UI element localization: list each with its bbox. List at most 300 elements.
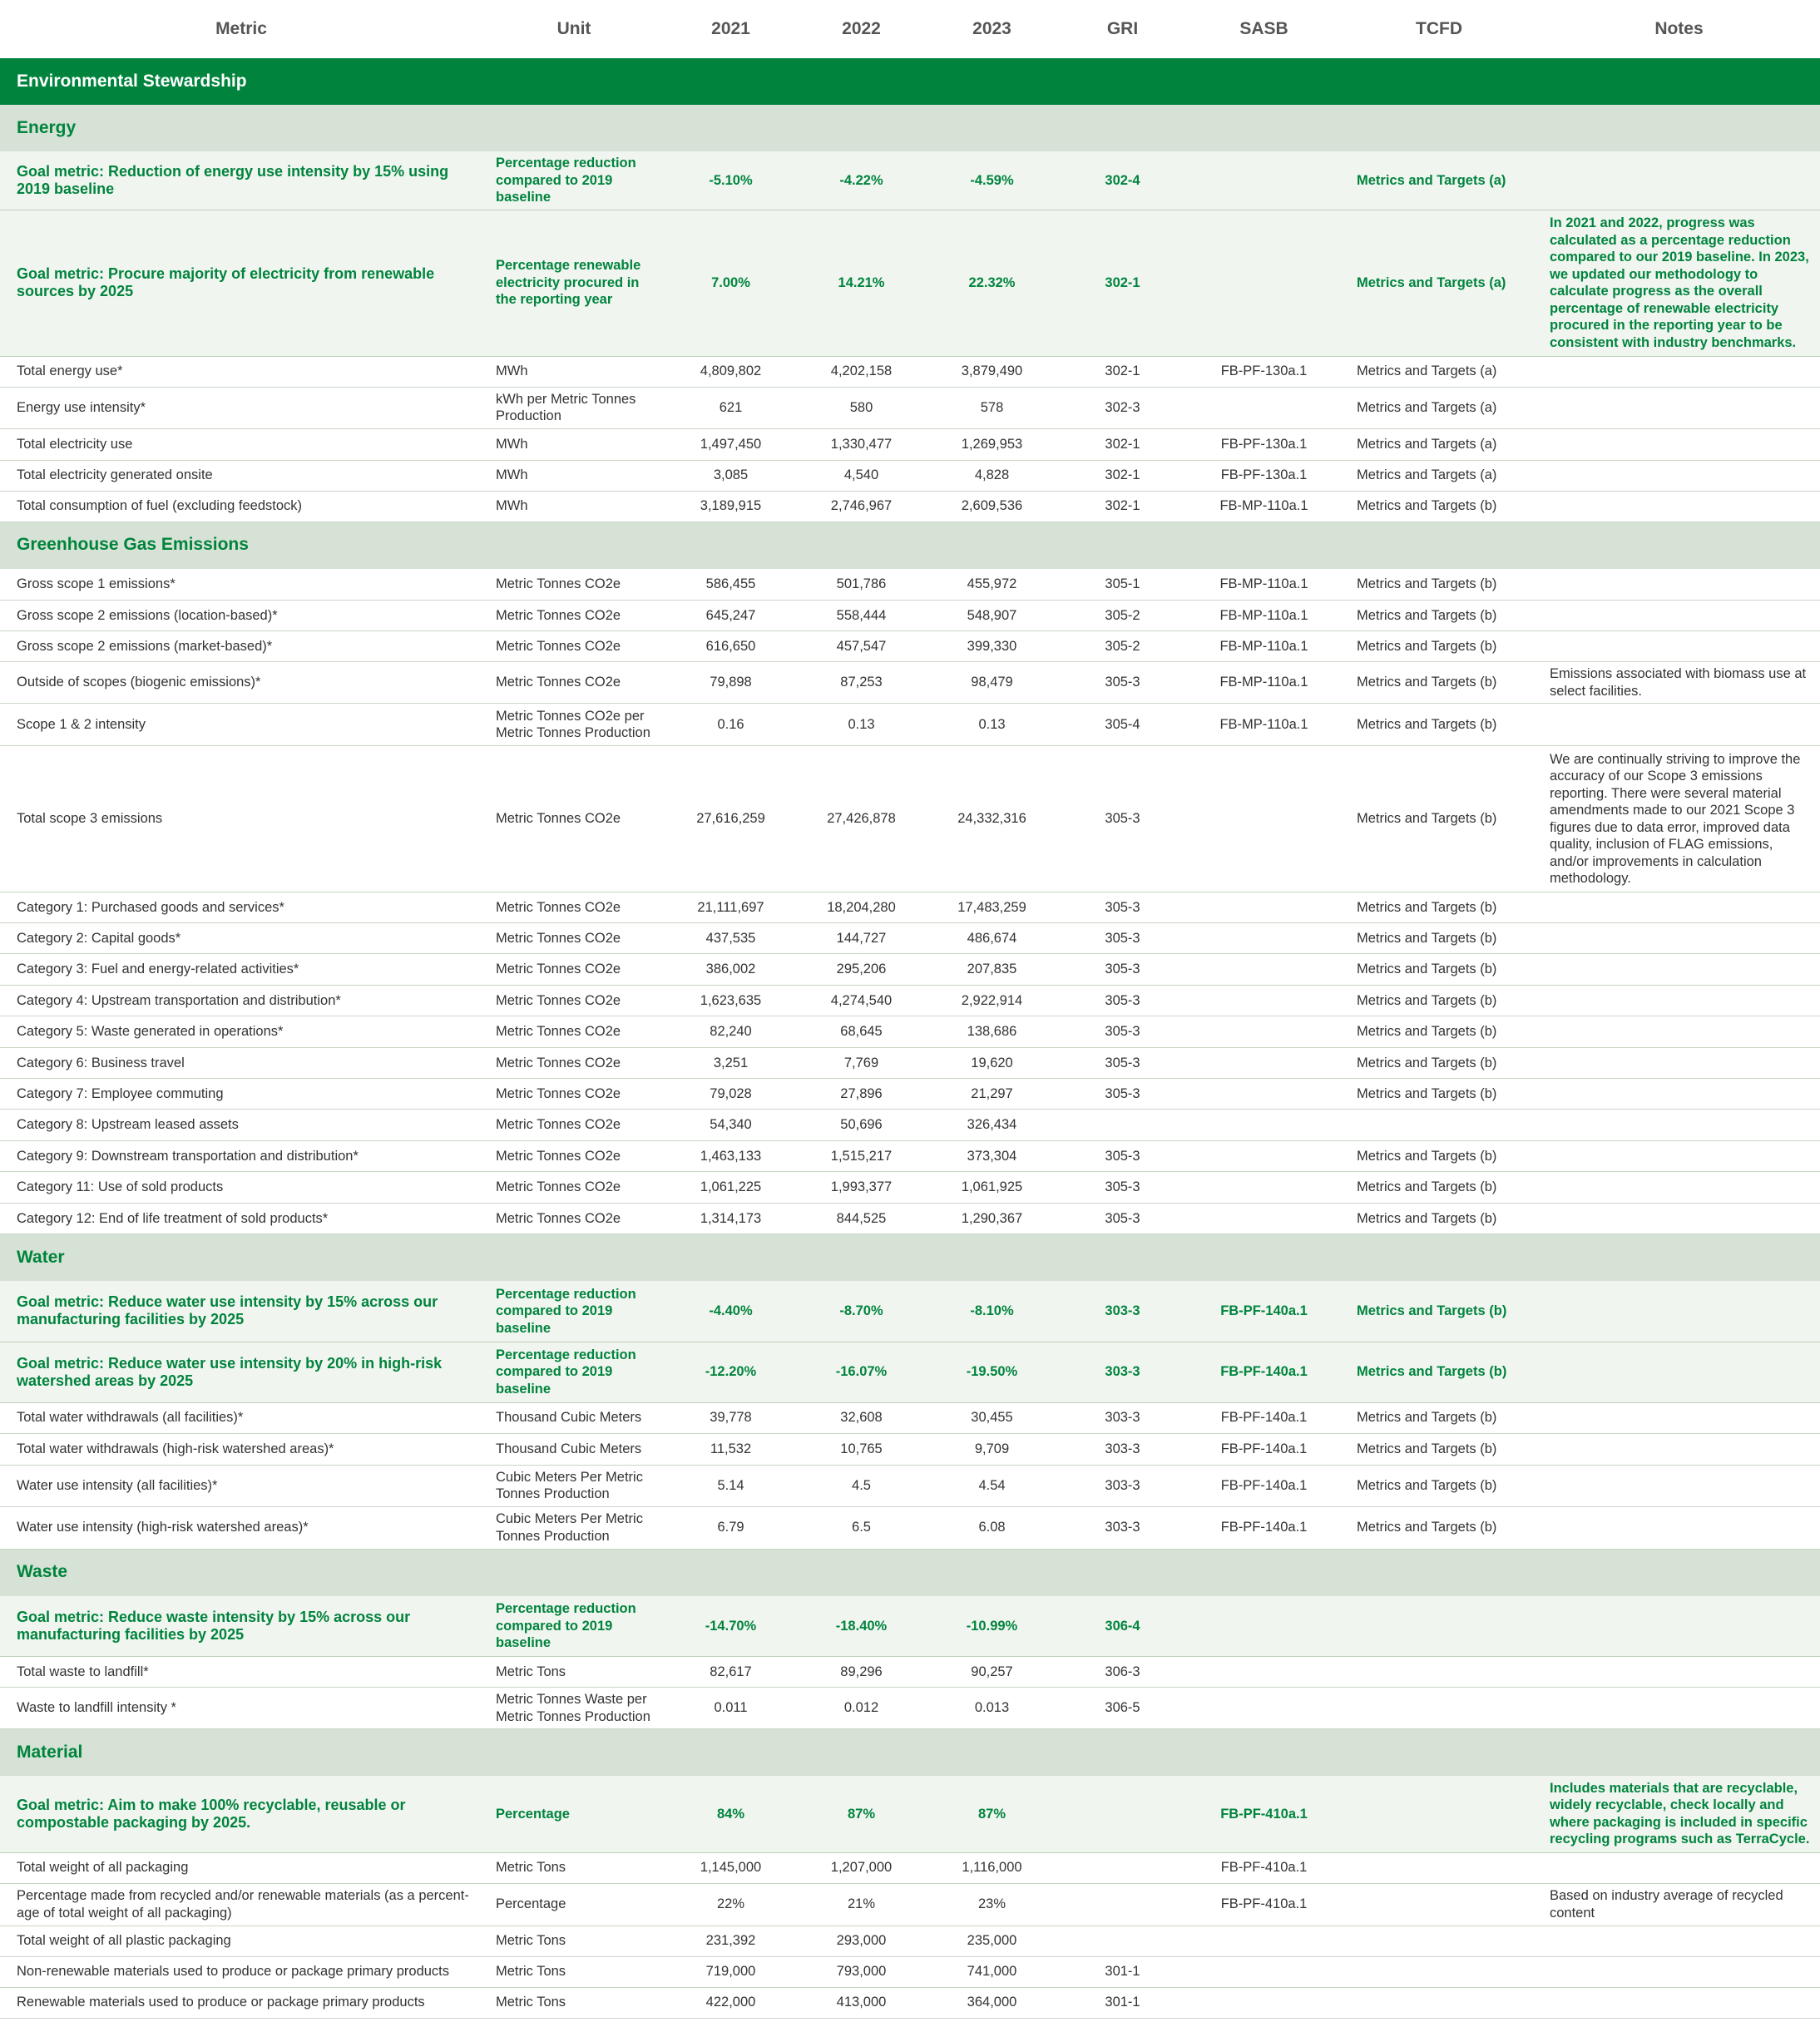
notes-cell — [1538, 1433, 1820, 1465]
tcfd-cell: Metrics and Targets (a) — [1340, 387, 1538, 428]
tcfd-cell: Metrics and Targets (b) — [1340, 1172, 1538, 1204]
unit-cell: Percentage reduction compared to 2019 baseline — [482, 1342, 665, 1402]
value-2023-cell: 30,455 — [927, 1402, 1057, 1433]
sasb-cell: FB-PF-140a.1 — [1188, 1342, 1340, 1402]
unit-cell: Metric Tonnes CO2e — [482, 1204, 665, 1234]
value-2021-cell: 616,650 — [665, 631, 796, 662]
value-2022-cell: 1,207,000 — [796, 1852, 927, 1883]
metric-cell: Goal metric: Procure majority of electricity from renewable sources by 2025 — [0, 210, 482, 356]
metric-cell: Category 11: Use of sold products — [0, 1172, 482, 1204]
tcfd-cell: Metrics and Targets (b) — [1340, 1016, 1538, 1048]
unit-cell: Metric Tons — [482, 1852, 665, 1883]
table-row — [0, 1852, 1820, 1883]
notes-cell — [1538, 1465, 1820, 1506]
gri-cell: 303-3 — [1057, 1402, 1188, 1433]
notes-cell — [1538, 460, 1820, 491]
notes-cell — [1538, 569, 1820, 601]
tcfd-cell: Metrics and Targets (b) — [1340, 1079, 1538, 1110]
unit-cell: Metric Tonnes CO2e — [482, 1079, 665, 1110]
notes-cell — [1538, 1688, 1820, 1729]
tcfd-cell: Metrics and Targets (b) — [1340, 892, 1538, 923]
table-row — [0, 1688, 1820, 1729]
gri-cell: 302-1 — [1057, 491, 1188, 522]
metric-cell: Total energy use* — [0, 356, 482, 387]
sasb-cell: FB-PF-410a.1 — [1188, 1883, 1340, 1926]
value-2021-cell: 231,392 — [665, 1926, 796, 1956]
unit-cell: Metric Tonnes CO2e — [482, 631, 665, 662]
value-2022-cell: 32,608 — [796, 1402, 927, 1433]
sasb-cell — [1188, 1596, 1340, 1657]
unit-cell: Percentage renewable electricity procured in the reporting year — [482, 210, 665, 356]
metric-cell: Waste to landfill intensity * — [0, 1688, 482, 1729]
sasb-cell — [1188, 1987, 1340, 2018]
table-row — [0, 1016, 1820, 1048]
value-2022-cell: 2,746,967 — [796, 491, 927, 522]
unit-cell: Metric Tonnes CO2e — [482, 569, 665, 601]
gri-cell: 305-3 — [1057, 1048, 1188, 1079]
value-2022-cell: 14.21% — [796, 210, 927, 356]
sasb-cell: FB-PF-130a.1 — [1188, 356, 1340, 387]
unit-cell: Thousand Cubic Meters — [482, 1433, 665, 1465]
notes-cell — [1538, 1048, 1820, 1079]
sasb-cell: FB-PF-130a.1 — [1188, 428, 1340, 460]
value-2023-cell: 17,483,259 — [927, 892, 1057, 923]
gri-cell: 302-1 — [1057, 428, 1188, 460]
sasb-cell: FB-MP-110a.1 — [1188, 662, 1340, 704]
table-row — [0, 746, 1820, 892]
value-2022-cell: -18.40% — [796, 1596, 927, 1657]
gri-cell: 303-3 — [1057, 1281, 1188, 1342]
subsection-header — [0, 1549, 1820, 1596]
value-2022-cell: 457,547 — [796, 631, 927, 662]
value-2022-cell: 10,765 — [796, 1433, 927, 1465]
value-2021-cell: 5.14 — [665, 1465, 796, 1506]
value-2023-cell: 364,000 — [927, 1987, 1057, 2018]
tcfd-cell: Metrics and Targets (b) — [1340, 491, 1538, 522]
table-row — [0, 428, 1820, 460]
table-row — [0, 491, 1820, 522]
gri-cell: 302-1 — [1057, 210, 1188, 356]
sasb-cell — [1188, 1204, 1340, 1234]
notes-cell — [1538, 428, 1820, 460]
goal-row — [0, 1342, 1820, 1402]
tcfd-cell — [1340, 1688, 1538, 1729]
value-2023-cell: 90,257 — [927, 1657, 1057, 1688]
value-2022-cell: 21% — [796, 1883, 927, 1926]
notes-cell — [1538, 1657, 1820, 1688]
value-2021-cell: 4,809,802 — [665, 356, 796, 387]
metric-cell: Category 4: Upstream transportation and distribution* — [0, 986, 482, 1016]
unit-cell: MWh — [482, 356, 665, 387]
sasb-cell — [1188, 1688, 1340, 1729]
sasb-cell — [1188, 892, 1340, 923]
value-2023-cell: 207,835 — [927, 954, 1057, 986]
table-row — [0, 662, 1820, 704]
gri-cell: 303-3 — [1057, 1506, 1188, 1549]
value-2023-cell: 548,907 — [927, 601, 1057, 631]
gri-cell: 306-5 — [1057, 1688, 1188, 1729]
table-row — [0, 1079, 1820, 1110]
value-2021-cell: 1,145,000 — [665, 1852, 796, 1883]
metric-cell: Total waste to landfill* — [0, 1657, 482, 1688]
metric-cell: Outside of scopes (biogenic emissions)* — [0, 662, 482, 704]
gri-cell — [1057, 1110, 1188, 1141]
value-2023-cell: 3,879,490 — [927, 356, 1057, 387]
table-row — [0, 1465, 1820, 1506]
unit-cell: Metric Tonnes CO2e — [482, 1172, 665, 1204]
table-row — [0, 1956, 1820, 1987]
unit-cell: MWh — [482, 428, 665, 460]
value-2022-cell: -4.22% — [796, 151, 927, 210]
subsection-header — [0, 1729, 1820, 1777]
header-2022: 2022 — [796, 0, 927, 58]
value-2022-cell: 4,274,540 — [796, 986, 927, 1016]
table-row — [0, 1204, 1820, 1234]
gri-cell: 303-3 — [1057, 1465, 1188, 1506]
table-row — [0, 1172, 1820, 1204]
value-2023-cell: 21,297 — [927, 1079, 1057, 1110]
value-2022-cell: 1,330,477 — [796, 428, 927, 460]
sasb-cell — [1188, 1079, 1340, 1110]
value-2022-cell: 501,786 — [796, 569, 927, 601]
tcfd-cell — [1340, 1110, 1538, 1141]
sasb-cell — [1188, 746, 1340, 892]
gri-cell: 306-3 — [1057, 1657, 1188, 1688]
subsection-title: Greenhouse Gas Emissions — [0, 522, 1820, 569]
table-row — [0, 1141, 1820, 1172]
table-row — [0, 460, 1820, 491]
value-2023-cell: 455,972 — [927, 569, 1057, 601]
gri-cell: 305-2 — [1057, 631, 1188, 662]
goal-row — [0, 1281, 1820, 1342]
unit-cell: Percentage — [482, 1883, 665, 1926]
metric-cell: Non-renewable materials used to produce or package primary products — [0, 1956, 482, 1987]
metric-cell: Total electricity generated onsite — [0, 460, 482, 491]
value-2022-cell: 0.012 — [796, 1688, 927, 1729]
value-2022-cell: 7,769 — [796, 1048, 927, 1079]
notes-cell — [1538, 1016, 1820, 1048]
value-2023-cell: 87% — [927, 1776, 1057, 1852]
value-2023-cell: 4,828 — [927, 460, 1057, 491]
table-row — [0, 356, 1820, 387]
unit-cell: Metric Tonnes CO2e — [482, 892, 665, 923]
gri-cell: 305-3 — [1057, 1079, 1188, 1110]
section-header — [0, 58, 1820, 105]
header-metric: Metric — [0, 0, 482, 58]
table-row — [0, 954, 1820, 986]
metric-cell: Water use intensity (all facilities)* — [0, 1465, 482, 1506]
value-2023-cell: 741,000 — [927, 1956, 1057, 1987]
unit-cell: Metric Tonnes CO2e — [482, 601, 665, 631]
header-2021: 2021 — [665, 0, 796, 58]
unit-cell: Cubic Meters Per Metric Tonnes Production — [482, 1506, 665, 1549]
tcfd-cell: Metrics and Targets (b) — [1340, 601, 1538, 631]
value-2023-cell: 578 — [927, 387, 1057, 428]
metric-cell: Percentage made from recycled and/or renewable materials (as a percent-age of total weight of all packaging) — [0, 1883, 482, 1926]
table-body — [0, 58, 1820, 2018]
value-2023-cell: 9,709 — [927, 1433, 1057, 1465]
sasb-cell — [1188, 1048, 1340, 1079]
value-2023-cell: 0.013 — [927, 1688, 1057, 1729]
table-row — [0, 986, 1820, 1016]
value-2023-cell: 138,686 — [927, 1016, 1057, 1048]
value-2022-cell: 293,000 — [796, 1926, 927, 1956]
unit-cell: Percentage reduction compared to 2019 baseline — [482, 1281, 665, 1342]
notes-cell — [1538, 631, 1820, 662]
value-2022-cell: 4,540 — [796, 460, 927, 491]
sasb-cell: FB-PF-130a.1 — [1188, 460, 1340, 491]
value-2022-cell: 4.5 — [796, 1465, 927, 1506]
table-row — [0, 1506, 1820, 1549]
gri-cell: 305-4 — [1057, 704, 1188, 746]
table-row — [0, 1987, 1820, 2018]
notes-cell — [1538, 1852, 1820, 1883]
sasb-cell — [1188, 923, 1340, 954]
tcfd-cell: Metrics and Targets (b) — [1340, 1281, 1538, 1342]
unit-cell: Percentage — [482, 1776, 665, 1852]
gri-cell: 302-1 — [1057, 460, 1188, 491]
sasb-cell: FB-PF-410a.1 — [1188, 1852, 1340, 1883]
value-2022-cell: 50,696 — [796, 1110, 927, 1141]
value-2022-cell: 580 — [796, 387, 927, 428]
tcfd-cell: Metrics and Targets (b) — [1340, 1204, 1538, 1234]
gri-cell — [1057, 1776, 1188, 1852]
notes-cell — [1538, 1987, 1820, 2018]
table-row — [0, 569, 1820, 601]
value-2021-cell: 22% — [665, 1883, 796, 1926]
gri-cell: 301-1 — [1057, 1987, 1188, 2018]
unit-cell: kWh per Metric Tonnes Production — [482, 387, 665, 428]
value-2021-cell: 82,617 — [665, 1657, 796, 1688]
metric-cell: Category 1: Purchased goods and services* — [0, 892, 482, 923]
value-2021-cell: 645,247 — [665, 601, 796, 631]
value-2022-cell: -16.07% — [796, 1342, 927, 1402]
sasb-cell — [1188, 1657, 1340, 1688]
subsection-title: Energy — [0, 105, 1820, 151]
gri-cell: 305-2 — [1057, 601, 1188, 631]
unit-cell: Cubic Meters Per Metric Tonnes Production — [482, 1465, 665, 1506]
value-2022-cell: 844,525 — [796, 1204, 927, 1234]
sasb-cell — [1188, 986, 1340, 1016]
table-row — [0, 1657, 1820, 1688]
value-2023-cell: 98,479 — [927, 662, 1057, 704]
metric-cell: Goal metric: Reduce water use intensity by 20% in high-risk watershed areas by 2025 — [0, 1342, 482, 1402]
sasb-cell — [1188, 151, 1340, 210]
value-2022-cell: 558,444 — [796, 601, 927, 631]
value-2023-cell: 22.32% — [927, 210, 1057, 356]
metric-cell: Total scope 3 emissions — [0, 746, 482, 892]
gri-cell: 305-1 — [1057, 569, 1188, 601]
header-row — [0, 0, 1820, 58]
notes-cell — [1538, 1956, 1820, 1987]
subsection-header — [0, 1234, 1820, 1282]
table-row — [0, 923, 1820, 954]
gri-cell: 305-3 — [1057, 1141, 1188, 1172]
table-row — [0, 1402, 1820, 1433]
value-2023-cell: 326,434 — [927, 1110, 1057, 1141]
value-2021-cell: 0.011 — [665, 1688, 796, 1729]
table-row — [0, 892, 1820, 923]
sasb-cell — [1188, 1016, 1340, 1048]
tcfd-cell: Metrics and Targets (a) — [1340, 356, 1538, 387]
unit-cell: Metric Tonnes Waste per Metric Tonnes Production — [482, 1688, 665, 1729]
value-2021-cell: 0.16 — [665, 704, 796, 746]
unit-cell: MWh — [482, 491, 665, 522]
value-2022-cell: 27,896 — [796, 1079, 927, 1110]
value-2023-cell: -19.50% — [927, 1342, 1057, 1402]
notes-cell — [1538, 1596, 1820, 1657]
value-2023-cell: 373,304 — [927, 1141, 1057, 1172]
notes-cell: We are continually striving to improve the accuracy of our Scope 3 emissions reporting. There were several material amendments made to our 2021 Scope 3 figures due to data error, improved data quality, inclusion of FLAG emissions, and/or improvements in calculation methodology. — [1538, 746, 1820, 892]
value-2022-cell: 87,253 — [796, 662, 927, 704]
notes-cell — [1538, 1342, 1820, 1402]
sasb-cell: FB-PF-140a.1 — [1188, 1281, 1340, 1342]
sasb-cell: FB-PF-140a.1 — [1188, 1402, 1340, 1433]
gri-cell: 305-3 — [1057, 746, 1188, 892]
tcfd-cell: Metrics and Targets (b) — [1340, 704, 1538, 746]
value-2021-cell: 621 — [665, 387, 796, 428]
metric-cell: Category 5: Waste generated in operations* — [0, 1016, 482, 1048]
section-title: Environmental Stewardship — [0, 58, 1820, 105]
metric-cell: Total weight of all packaging — [0, 1852, 482, 1883]
unit-cell: Percentage reduction compared to 2019 baseline — [482, 1596, 665, 1657]
metric-cell: Scope 1 & 2 intensity — [0, 704, 482, 746]
value-2021-cell: 3,189,915 — [665, 491, 796, 522]
value-2021-cell: 27,616,259 — [665, 746, 796, 892]
value-2021-cell: -4.40% — [665, 1281, 796, 1342]
value-2021-cell: 3,085 — [665, 460, 796, 491]
value-2023-cell: 1,116,000 — [927, 1852, 1057, 1883]
gri-cell: 305-3 — [1057, 986, 1188, 1016]
value-2023-cell: 1,061,925 — [927, 1172, 1057, 1204]
gri-cell: 302-4 — [1057, 151, 1188, 210]
unit-cell: Metric Tonnes CO2e — [482, 1110, 665, 1141]
value-2022-cell: 0.13 — [796, 704, 927, 746]
sasb-cell — [1188, 387, 1340, 428]
notes-cell — [1538, 601, 1820, 631]
table-row — [0, 1433, 1820, 1465]
value-2023-cell: 486,674 — [927, 923, 1057, 954]
value-2022-cell: 6.5 — [796, 1506, 927, 1549]
notes-cell — [1538, 1079, 1820, 1110]
gri-cell: 305-3 — [1057, 662, 1188, 704]
notes-cell — [1538, 1926, 1820, 1956]
unit-cell: Percentage reduction compared to 2019 baseline — [482, 151, 665, 210]
metric-cell: Goal metric: Reduce waste intensity by 15% across our manufacturing facilities by 2025 — [0, 1596, 482, 1657]
sasb-cell — [1188, 210, 1340, 356]
value-2021-cell: 79,028 — [665, 1079, 796, 1110]
metric-cell: Gross scope 1 emissions* — [0, 569, 482, 601]
notes-cell — [1538, 356, 1820, 387]
metric-cell: Total water withdrawals (all facilities)* — [0, 1402, 482, 1433]
value-2021-cell: 39,778 — [665, 1402, 796, 1433]
unit-cell: Thousand Cubic Meters — [482, 1402, 665, 1433]
unit-cell: Metric Tons — [482, 1956, 665, 1987]
metric-cell: Category 6: Business travel — [0, 1048, 482, 1079]
tcfd-cell: Metrics and Targets (a) — [1340, 151, 1538, 210]
notes-cell — [1538, 1506, 1820, 1549]
value-2022-cell: 68,645 — [796, 1016, 927, 1048]
tcfd-cell: Metrics and Targets (b) — [1340, 631, 1538, 662]
value-2022-cell: -8.70% — [796, 1281, 927, 1342]
header-2023: 2023 — [927, 0, 1057, 58]
gri-cell: 303-3 — [1057, 1433, 1188, 1465]
notes-cell — [1538, 1402, 1820, 1433]
sasb-cell: FB-PF-140a.1 — [1188, 1506, 1340, 1549]
gri-cell: 305-3 — [1057, 923, 1188, 954]
tcfd-cell: Metrics and Targets (b) — [1340, 986, 1538, 1016]
sasb-cell: FB-PF-140a.1 — [1188, 1465, 1340, 1506]
metric-cell: Category 2: Capital goods* — [0, 923, 482, 954]
table-row — [0, 1110, 1820, 1141]
notes-cell — [1538, 1281, 1820, 1342]
tcfd-cell — [1340, 1596, 1538, 1657]
gri-cell — [1057, 1926, 1188, 1956]
sasb-cell — [1188, 1956, 1340, 1987]
value-2023-cell: 23% — [927, 1883, 1057, 1926]
value-2022-cell: 144,727 — [796, 923, 927, 954]
header-sasb: SASB — [1188, 0, 1340, 58]
value-2023-cell: 0.13 — [927, 704, 1057, 746]
sasb-cell — [1188, 954, 1340, 986]
value-2023-cell: -4.59% — [927, 151, 1057, 210]
unit-cell: Metric Tonnes CO2e — [482, 923, 665, 954]
subsection-header — [0, 105, 1820, 151]
subsection-title: Waste — [0, 1549, 1820, 1596]
gri-cell: 305-3 — [1057, 892, 1188, 923]
notes-cell — [1538, 151, 1820, 210]
value-2023-cell: 399,330 — [927, 631, 1057, 662]
gri-cell: 301-1 — [1057, 1956, 1188, 1987]
value-2021-cell: -12.20% — [665, 1342, 796, 1402]
gri-cell: 305-3 — [1057, 954, 1188, 986]
unit-cell: Metric Tonnes CO2e per Metric Tonnes Production — [482, 704, 665, 746]
value-2023-cell: 24,332,316 — [927, 746, 1057, 892]
metric-cell: Total electricity use — [0, 428, 482, 460]
tcfd-cell: Metrics and Targets (b) — [1340, 954, 1538, 986]
value-2021-cell: 21,111,697 — [665, 892, 796, 923]
value-2021-cell: 719,000 — [665, 1956, 796, 1987]
value-2021-cell: 84% — [665, 1776, 796, 1852]
metric-cell: Goal metric: Reduce water use intensity by 15% across our manufacturing facilities by 2025 — [0, 1281, 482, 1342]
sasb-cell: FB-MP-110a.1 — [1188, 491, 1340, 522]
unit-cell: Metric Tonnes CO2e — [482, 1016, 665, 1048]
metric-cell: Category 12: End of life treatment of sold products* — [0, 1204, 482, 1234]
tcfd-cell: Metrics and Targets (b) — [1340, 1141, 1538, 1172]
header-notes: Notes — [1538, 0, 1820, 58]
gri-cell: 305-3 — [1057, 1204, 1188, 1234]
tcfd-cell: Metrics and Targets (b) — [1340, 923, 1538, 954]
subsection-title: Water — [0, 1234, 1820, 1282]
value-2021-cell: 586,455 — [665, 569, 796, 601]
sasb-cell: FB-MP-110a.1 — [1188, 631, 1340, 662]
tcfd-cell: Metrics and Targets (a) — [1340, 210, 1538, 356]
tcfd-cell: Metrics and Targets (b) — [1340, 1402, 1538, 1433]
value-2022-cell: 18,204,280 — [796, 892, 927, 923]
unit-cell: Metric Tonnes CO2e — [482, 986, 665, 1016]
value-2022-cell: 4,202,158 — [796, 356, 927, 387]
value-2022-cell: 793,000 — [796, 1956, 927, 1987]
value-2021-cell: 82,240 — [665, 1016, 796, 1048]
goal-row — [0, 1596, 1820, 1657]
value-2023-cell: 1,269,953 — [927, 428, 1057, 460]
table-row — [0, 1883, 1820, 1926]
notes-cell — [1538, 491, 1820, 522]
metric-cell: Category 7: Employee commuting — [0, 1079, 482, 1110]
value-2023-cell: -8.10% — [927, 1281, 1057, 1342]
metric-cell: Water use intensity (high-risk watershed areas)* — [0, 1506, 482, 1549]
sasb-cell: FB-MP-110a.1 — [1188, 704, 1340, 746]
